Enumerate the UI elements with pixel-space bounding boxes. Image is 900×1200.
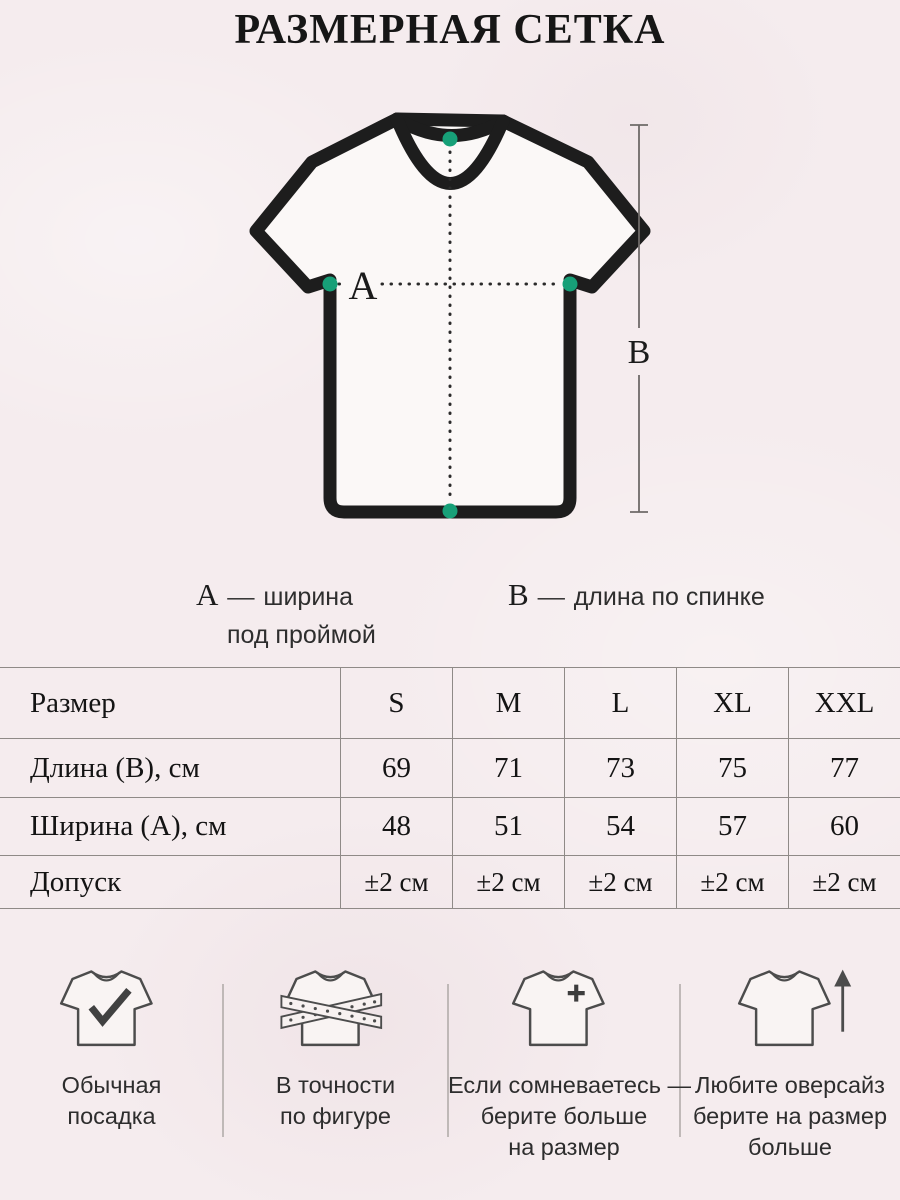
table-cell: 77 [788, 739, 900, 797]
measure-dot-hem [443, 504, 458, 519]
table-cell: 73 [564, 739, 676, 797]
legend-a-text: ширина [263, 583, 353, 611]
tip-caption-line: берите на размер [692, 1103, 888, 1129]
legend-a-dash: — [227, 581, 255, 611]
table-cell: 69 [340, 739, 452, 797]
size-col-xl: XL [676, 668, 788, 738]
tip-caption-line: больше [748, 1134, 832, 1160]
row-label: Ширина (А), см [30, 810, 227, 842]
legend-b-letter: В [508, 577, 529, 612]
measure-dot-armpit-right [563, 277, 578, 292]
page-title: РАЗМЕРНАЯ СЕТКА [234, 7, 666, 53]
table-cell: 54 [564, 798, 676, 855]
tip-caption-line: В точности [275, 1072, 396, 1098]
table-cell: ±2 см [340, 856, 452, 908]
legend-length [508, 577, 765, 613]
table-cell: 75 [676, 739, 788, 797]
length-ruler-line [630, 125, 648, 512]
tip-caption-line: берите больше [480, 1103, 648, 1129]
table-cell: ±2 см [788, 856, 900, 908]
table-header-label: Размер [30, 686, 116, 719]
row-label: Допуск [30, 865, 122, 898]
table-cell: 60 [788, 798, 900, 855]
table-row-length [0, 738, 900, 797]
up-arrow [834, 970, 851, 1032]
tshirt-check-icon [48, 962, 176, 1060]
tshirt-arrow-icon [726, 962, 854, 1060]
table-cell: 51 [452, 798, 564, 855]
tshirt-measurement-diagram [230, 105, 680, 525]
tip-caption-line: Любите оверсайз [695, 1072, 885, 1098]
tip-true-to-figure [223, 962, 448, 1132]
tip-regular-fit [0, 962, 223, 1132]
table-cell: ±2 см [564, 856, 676, 908]
measure-dot-neck [443, 132, 458, 147]
table-row-width [0, 797, 900, 855]
tip-caption-line: на размер [508, 1134, 620, 1160]
legend-b-dash: — [537, 581, 565, 611]
size-col-l: L [564, 668, 676, 738]
table-cell: 71 [452, 739, 564, 797]
table-cell: 48 [340, 798, 452, 855]
legend-b-text: длина по спинке [573, 583, 765, 611]
legend-width [196, 577, 376, 650]
tshirt-tape-icon [272, 962, 400, 1060]
table-cell: ±2 см [452, 856, 564, 908]
diagram-label-a: А [348, 263, 378, 308]
size-col-s: S [340, 668, 452, 738]
diagram-label-b: В [627, 334, 651, 371]
row-label: Длина (В), см [30, 751, 200, 784]
table-header-row [0, 667, 900, 738]
table-cell: ±2 см [676, 856, 788, 908]
legend-a-letter: А [196, 577, 219, 612]
size-col-xxl: XXL [788, 668, 900, 738]
measure-dot-armpit-left [323, 277, 338, 292]
table-row-tolerance [0, 855, 900, 909]
tip-oversize [680, 962, 900, 1163]
tip-caption-line: Если сомневаетесь — [448, 1072, 691, 1098]
size-col-m: M [452, 668, 564, 738]
table-cell: 57 [676, 798, 788, 855]
tip-take-bigger-size [448, 962, 691, 1163]
tip-caption-line: по фигуре [280, 1103, 391, 1129]
tshirt-plus-icon [500, 962, 628, 1060]
legend-a-text2: под проймой [227, 621, 376, 649]
tip-caption-line: посадка [67, 1103, 156, 1129]
tip-caption-line: Обычная [61, 1072, 162, 1098]
size-table [0, 667, 900, 909]
